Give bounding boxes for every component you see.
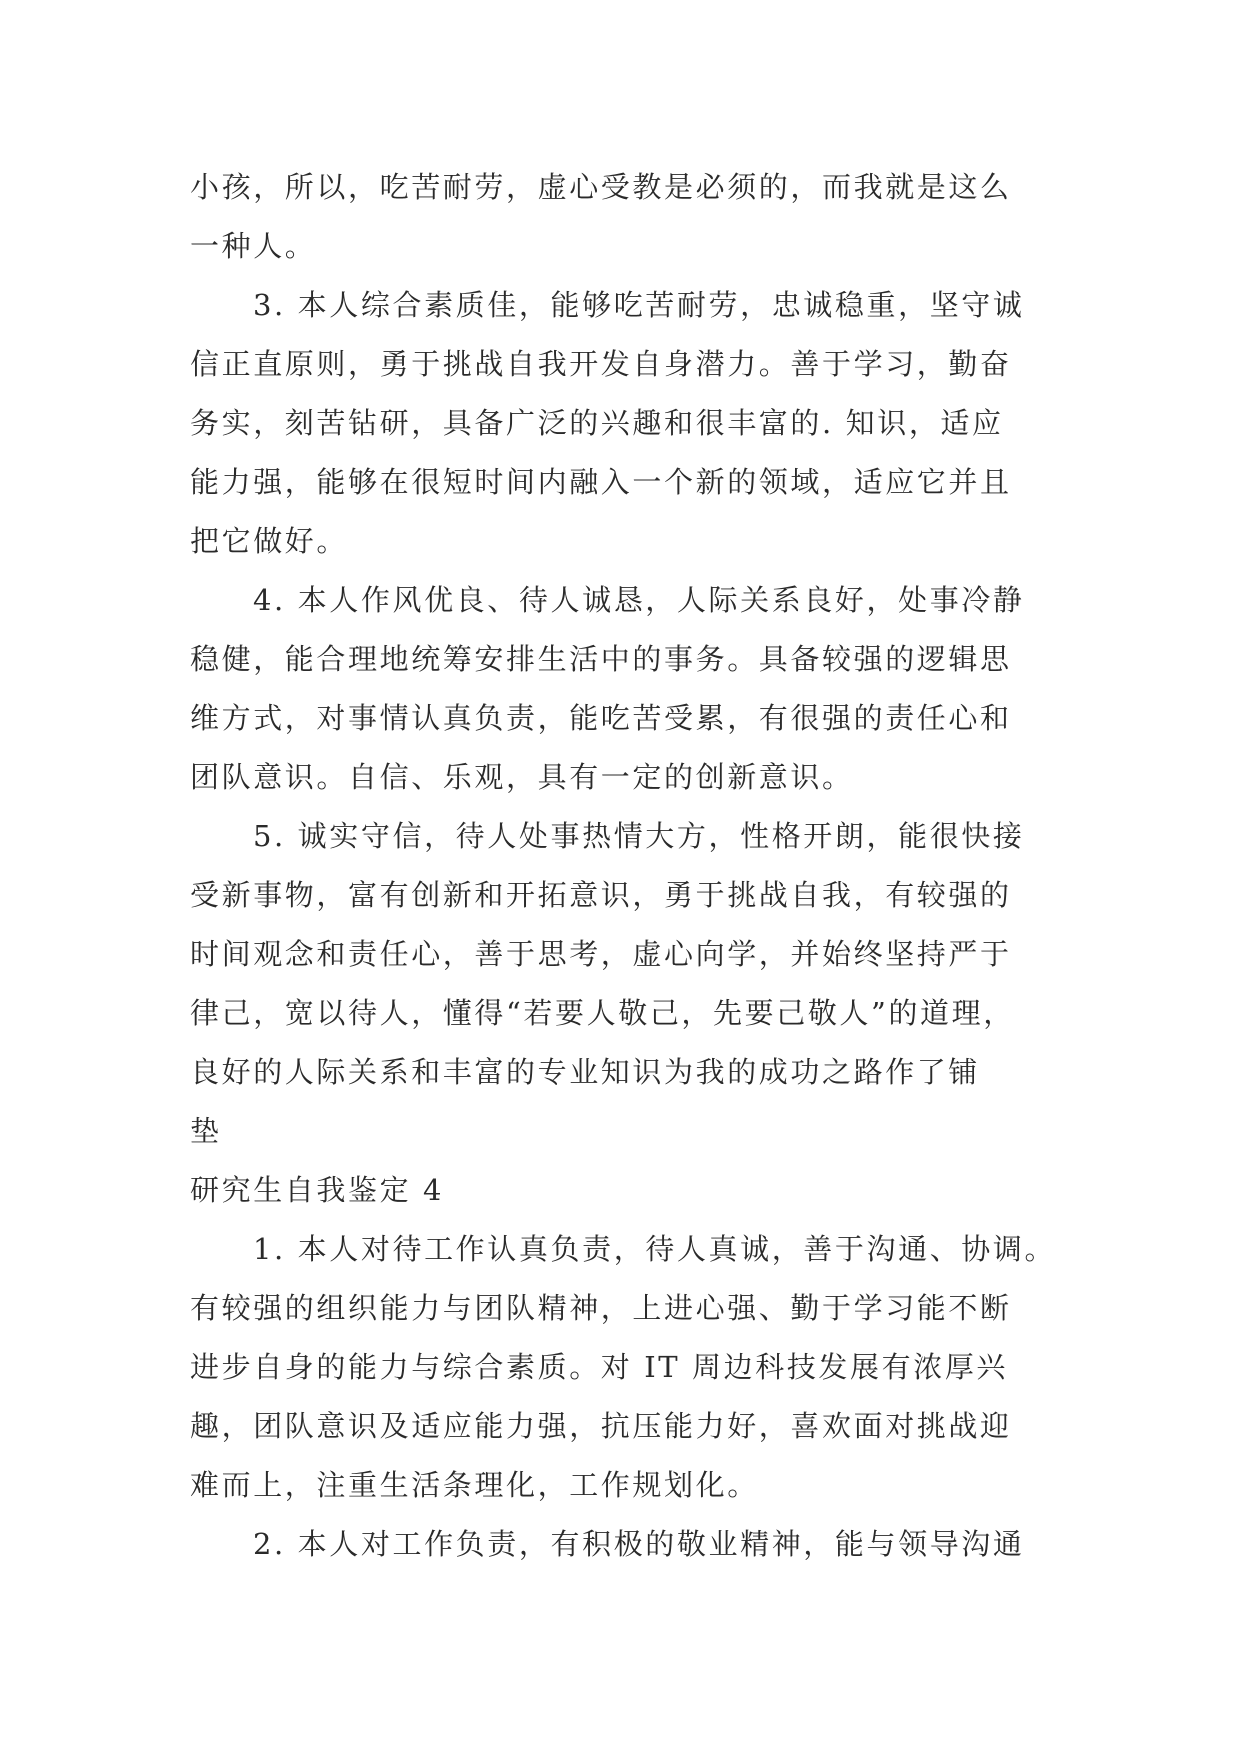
text-line: 垫	[190, 1114, 222, 1148]
text-line: 小孩，所以，吃苦耐劳，虚心受教是必须的，而我就是这么	[190, 170, 1012, 204]
document-body	[190, 158, 1055, 1574]
text-line: 团队意识。自信、乐观，具有一定的创新意识。	[190, 760, 854, 794]
paragraph-start-line: 4. 本人作风优良、待人诚恳，人际关系良好，处事冷静	[253, 583, 1025, 617]
text-line: 趣，团队意识及适应能力强，抗压能力好，喜欢面对挑战迎	[190, 1409, 1012, 1443]
text-line: 律己，宽以待人，懂得“若要人敬己，先要己敬人”的道理，	[190, 996, 1015, 1030]
text-line: 维方式，对事情认真负责，能吃苦受累，有很强的责任心和	[190, 701, 1012, 735]
text-line: 信正直原则，勇于挑战自我开发自身潜力。善于学习，勤奋	[190, 347, 1012, 381]
text-line: 难而上，注重生活条理化，工作规划化。	[190, 1468, 759, 1502]
text-line: 务实，刻苦钻研，具备广泛的兴趣和很丰富的. 知识，适应	[190, 406, 1004, 440]
text-line: 有较强的组织能力与团队精神，上进心强、勤于学习能不断	[190, 1291, 1012, 1325]
paragraph-start-line: 2. 本人对工作负责，有积极的敬业精神，能与领导沟通	[253, 1527, 1025, 1561]
paragraph-start-line: 3. 本人综合素质佳，能够吃苦耐劳，忠诚稳重，坚守诚	[253, 288, 1025, 322]
text-line: 受新事物，富有创新和开拓意识，勇于挑战自我，有较强的	[190, 878, 1012, 912]
text-line: 一种人。	[190, 229, 317, 263]
text-line: 把它做好。	[190, 524, 349, 558]
paragraph-start-line: 1. 本人对待工作认真负责，待人真诚，善于沟通、协调。	[253, 1232, 1057, 1266]
text-line: 稳健，能合理地统筹安排生活中的事务。具备较强的逻辑思	[190, 642, 1012, 676]
text-line: 良好的人际关系和丰富的专业知识为我的成功之路作了铺	[190, 1055, 981, 1089]
text-line: 进步自身的能力与综合素质。对 IT 周边科技发展有浓厚兴	[190, 1350, 1009, 1384]
section-heading: 研究生自我鉴定 4	[190, 1173, 445, 1207]
paragraph-start-line: 5. 诚实守信，待人处事热情大方，性格开朗，能很快接	[253, 819, 1025, 853]
text-line: 时间观念和责任心，善于思考，虚心向学，并始终坚持严于	[190, 937, 1012, 971]
text-line: 能力强，能够在很短时间内融入一个新的领域，适应它并且	[190, 465, 1012, 499]
